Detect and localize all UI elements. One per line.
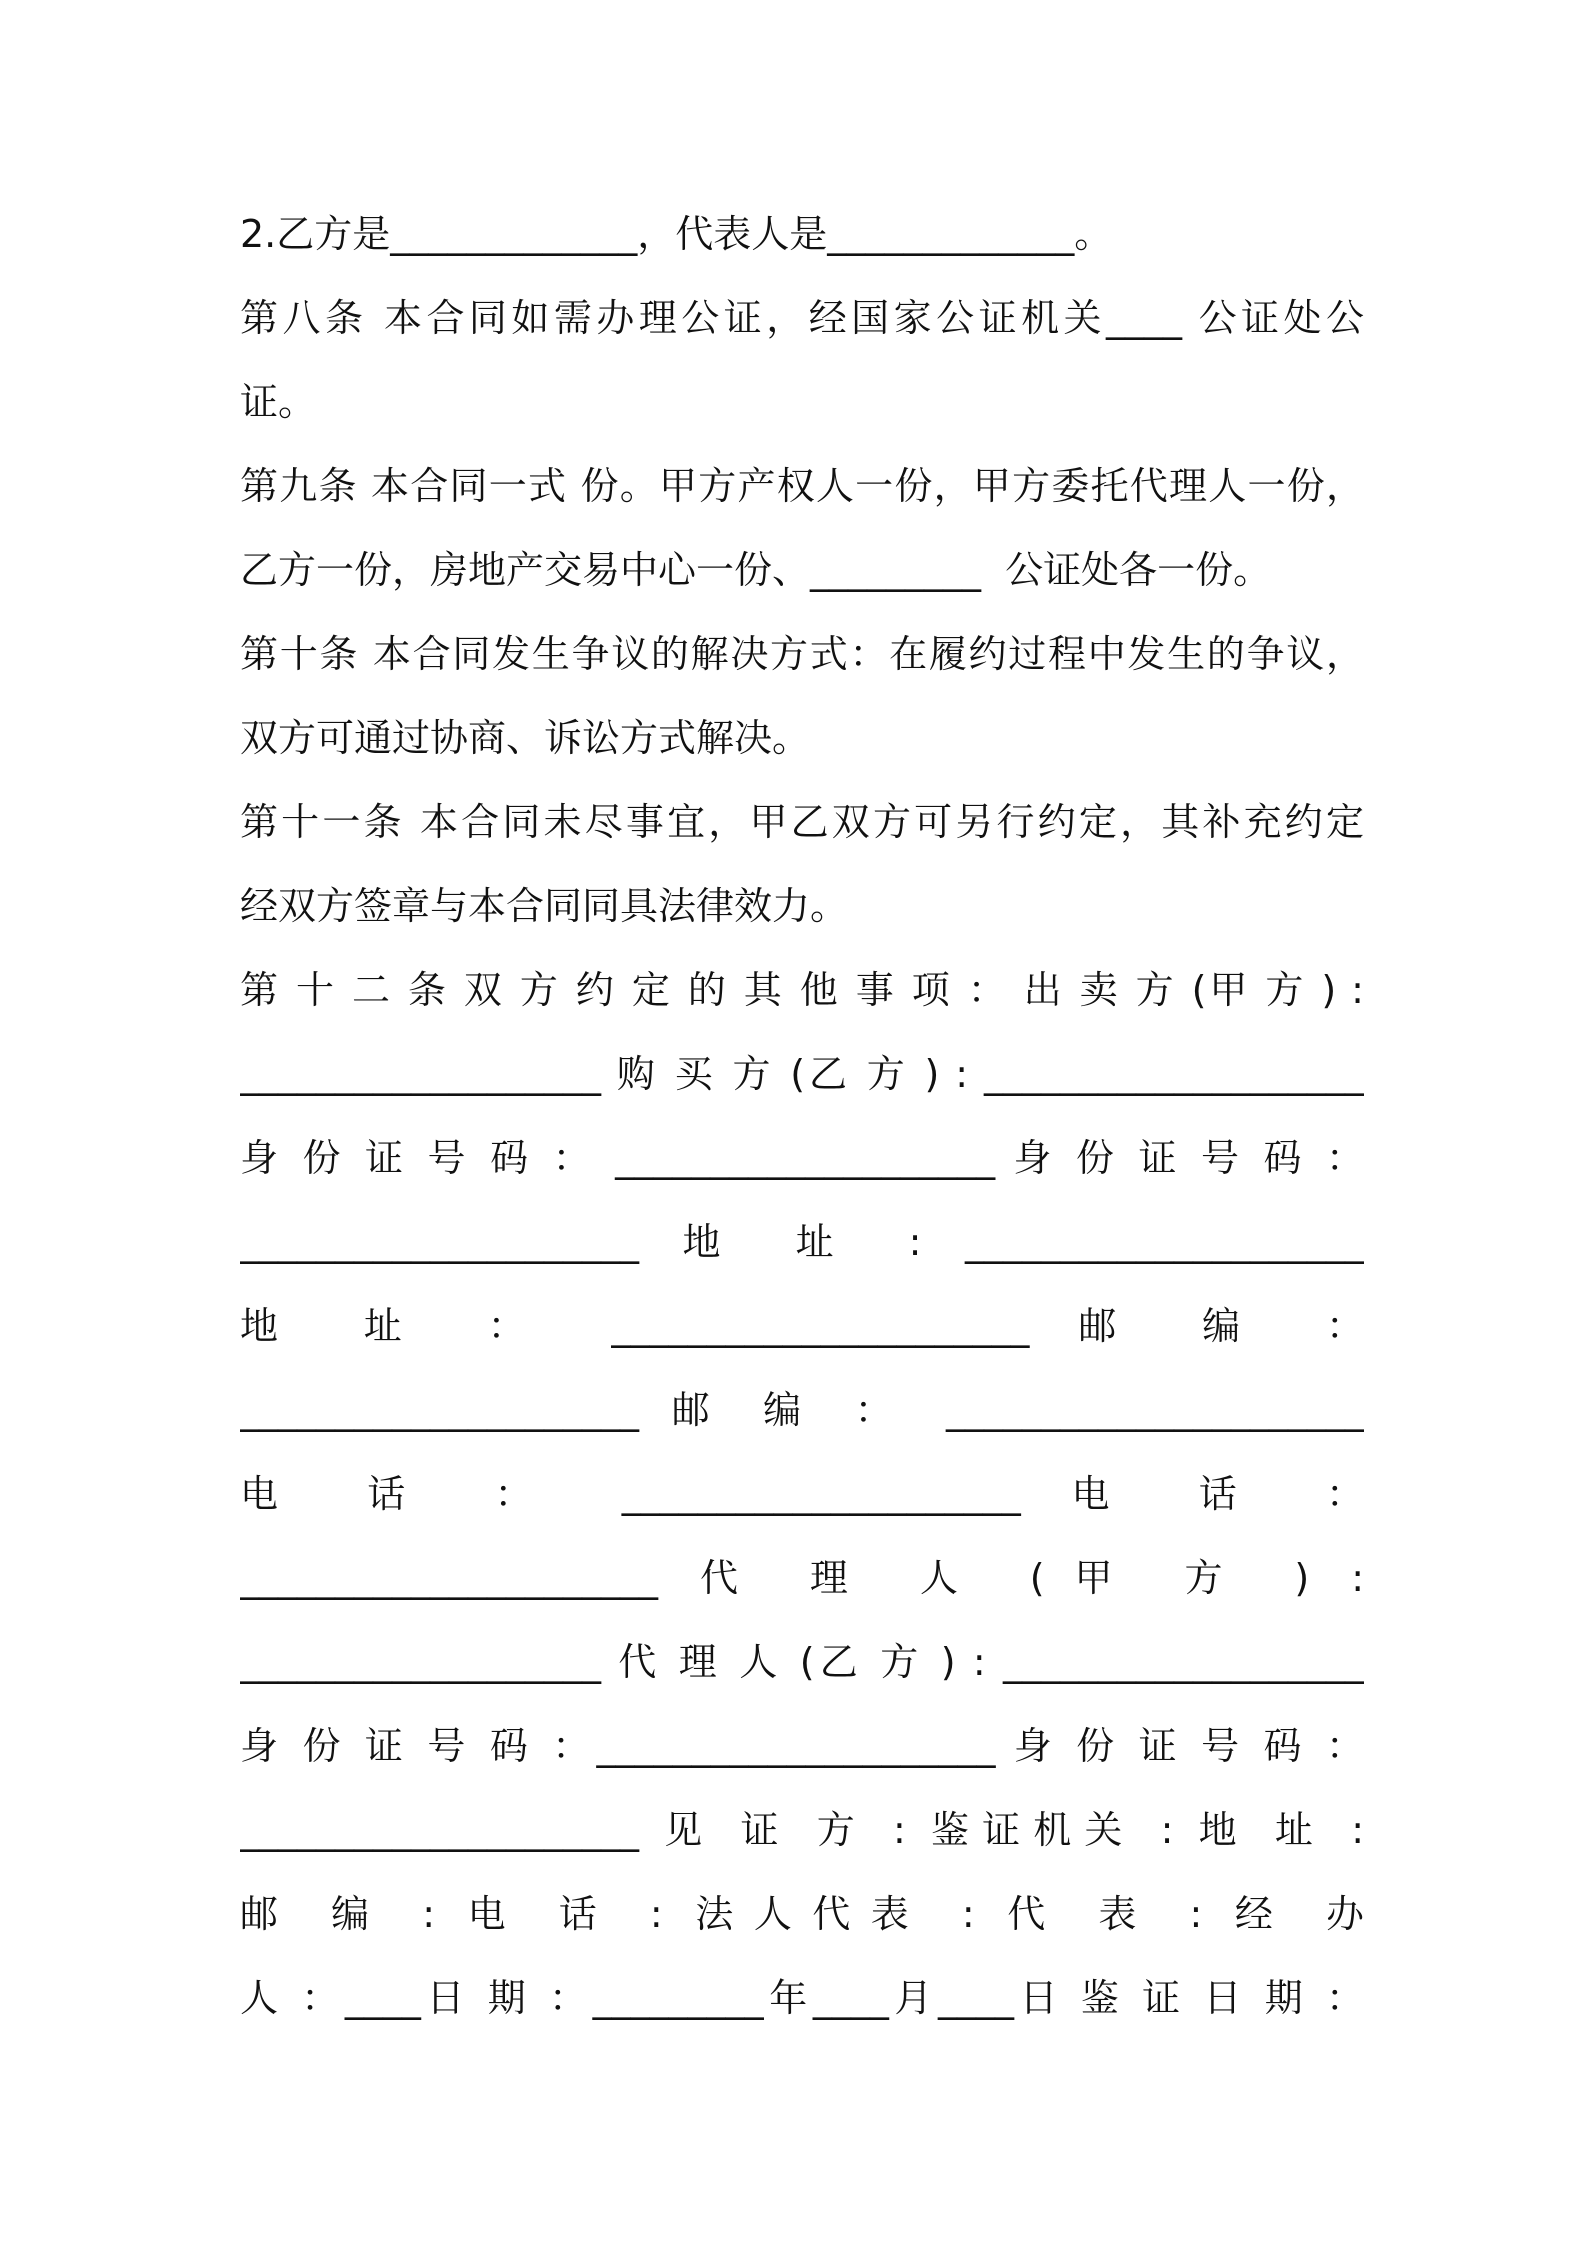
contract-body <box>240 192 1364 2040</box>
text-line: 地 址 ： ______________________ 邮 编 ： <box>240 1304 1364 1348</box>
text-line: 证。 <box>240 380 317 424</box>
text-line: 人 ：____日 期 ：_________年____月____日 鉴 证 日 期 ： <box>240 1976 1364 2020</box>
text-line: 邮 编 : 电 话 : 法人代表 : 代 表 : 经 办 <box>240 1892 1364 1936</box>
text-line: 身 份 证 号 码 ： ____________________ 身 份 证 号 码 ： <box>240 1136 1364 1180</box>
text-line: 乙方一份，房地产交易中心一份、_________ 公证处各一份。 <box>240 548 1272 592</box>
text-line: 第十一条 本合同未尽事宜，甲乙双方可另行约定，其补充约定 <box>240 800 1364 844</box>
text-line: ______________________ 代 理 人 (甲 方 ) : <box>240 1556 1364 1600</box>
text-line: 经双方签章与本合同同具法律效力。 <box>240 884 849 928</box>
text-line: 身 份 证 号 码 ：_____________________ 身 份 证 号 码 ： <box>240 1724 1364 1768</box>
text-line: 2.乙方是_____________，代表人是_____________。 <box>240 212 1113 256</box>
text-line: _____________________ 见 证 方 : 鉴证机关 : 地 址 : <box>240 1808 1364 1852</box>
text-line: _____________________ 邮 编 ： ______________________ <box>240 1388 1364 1432</box>
text-line: 第八条 本合同如需办理公证，经国家公证机关____ 公证处公 <box>240 296 1364 340</box>
text-line: ___________________ 购 买 方 (乙 方 ) : ____________________ <box>240 1052 1364 1096</box>
text-line: 第 十 二 条 双 方 约 定 的 其 他 事 项 ： 出 卖 方 (甲 方 ) : <box>240 968 1364 1012</box>
text-line: 第十条 本合同发生争议的解决方式：在履约过程中发生的争议， <box>240 632 1364 676</box>
text-line: _____________________ 地 址 : _____________________ <box>240 1220 1364 1264</box>
text-line: 电 话 ： _____________________ 电 话 ： <box>240 1472 1364 1516</box>
text-line: 双方可通过协商、诉讼方式解决。 <box>240 716 811 760</box>
text-line: 第九条 本合同一式 份。甲方产权人一份，甲方委托代理人一份， <box>240 464 1364 508</box>
text-line: ___________________ 代 理 人 (乙 方 ) : ___________________ <box>240 1640 1364 1684</box>
